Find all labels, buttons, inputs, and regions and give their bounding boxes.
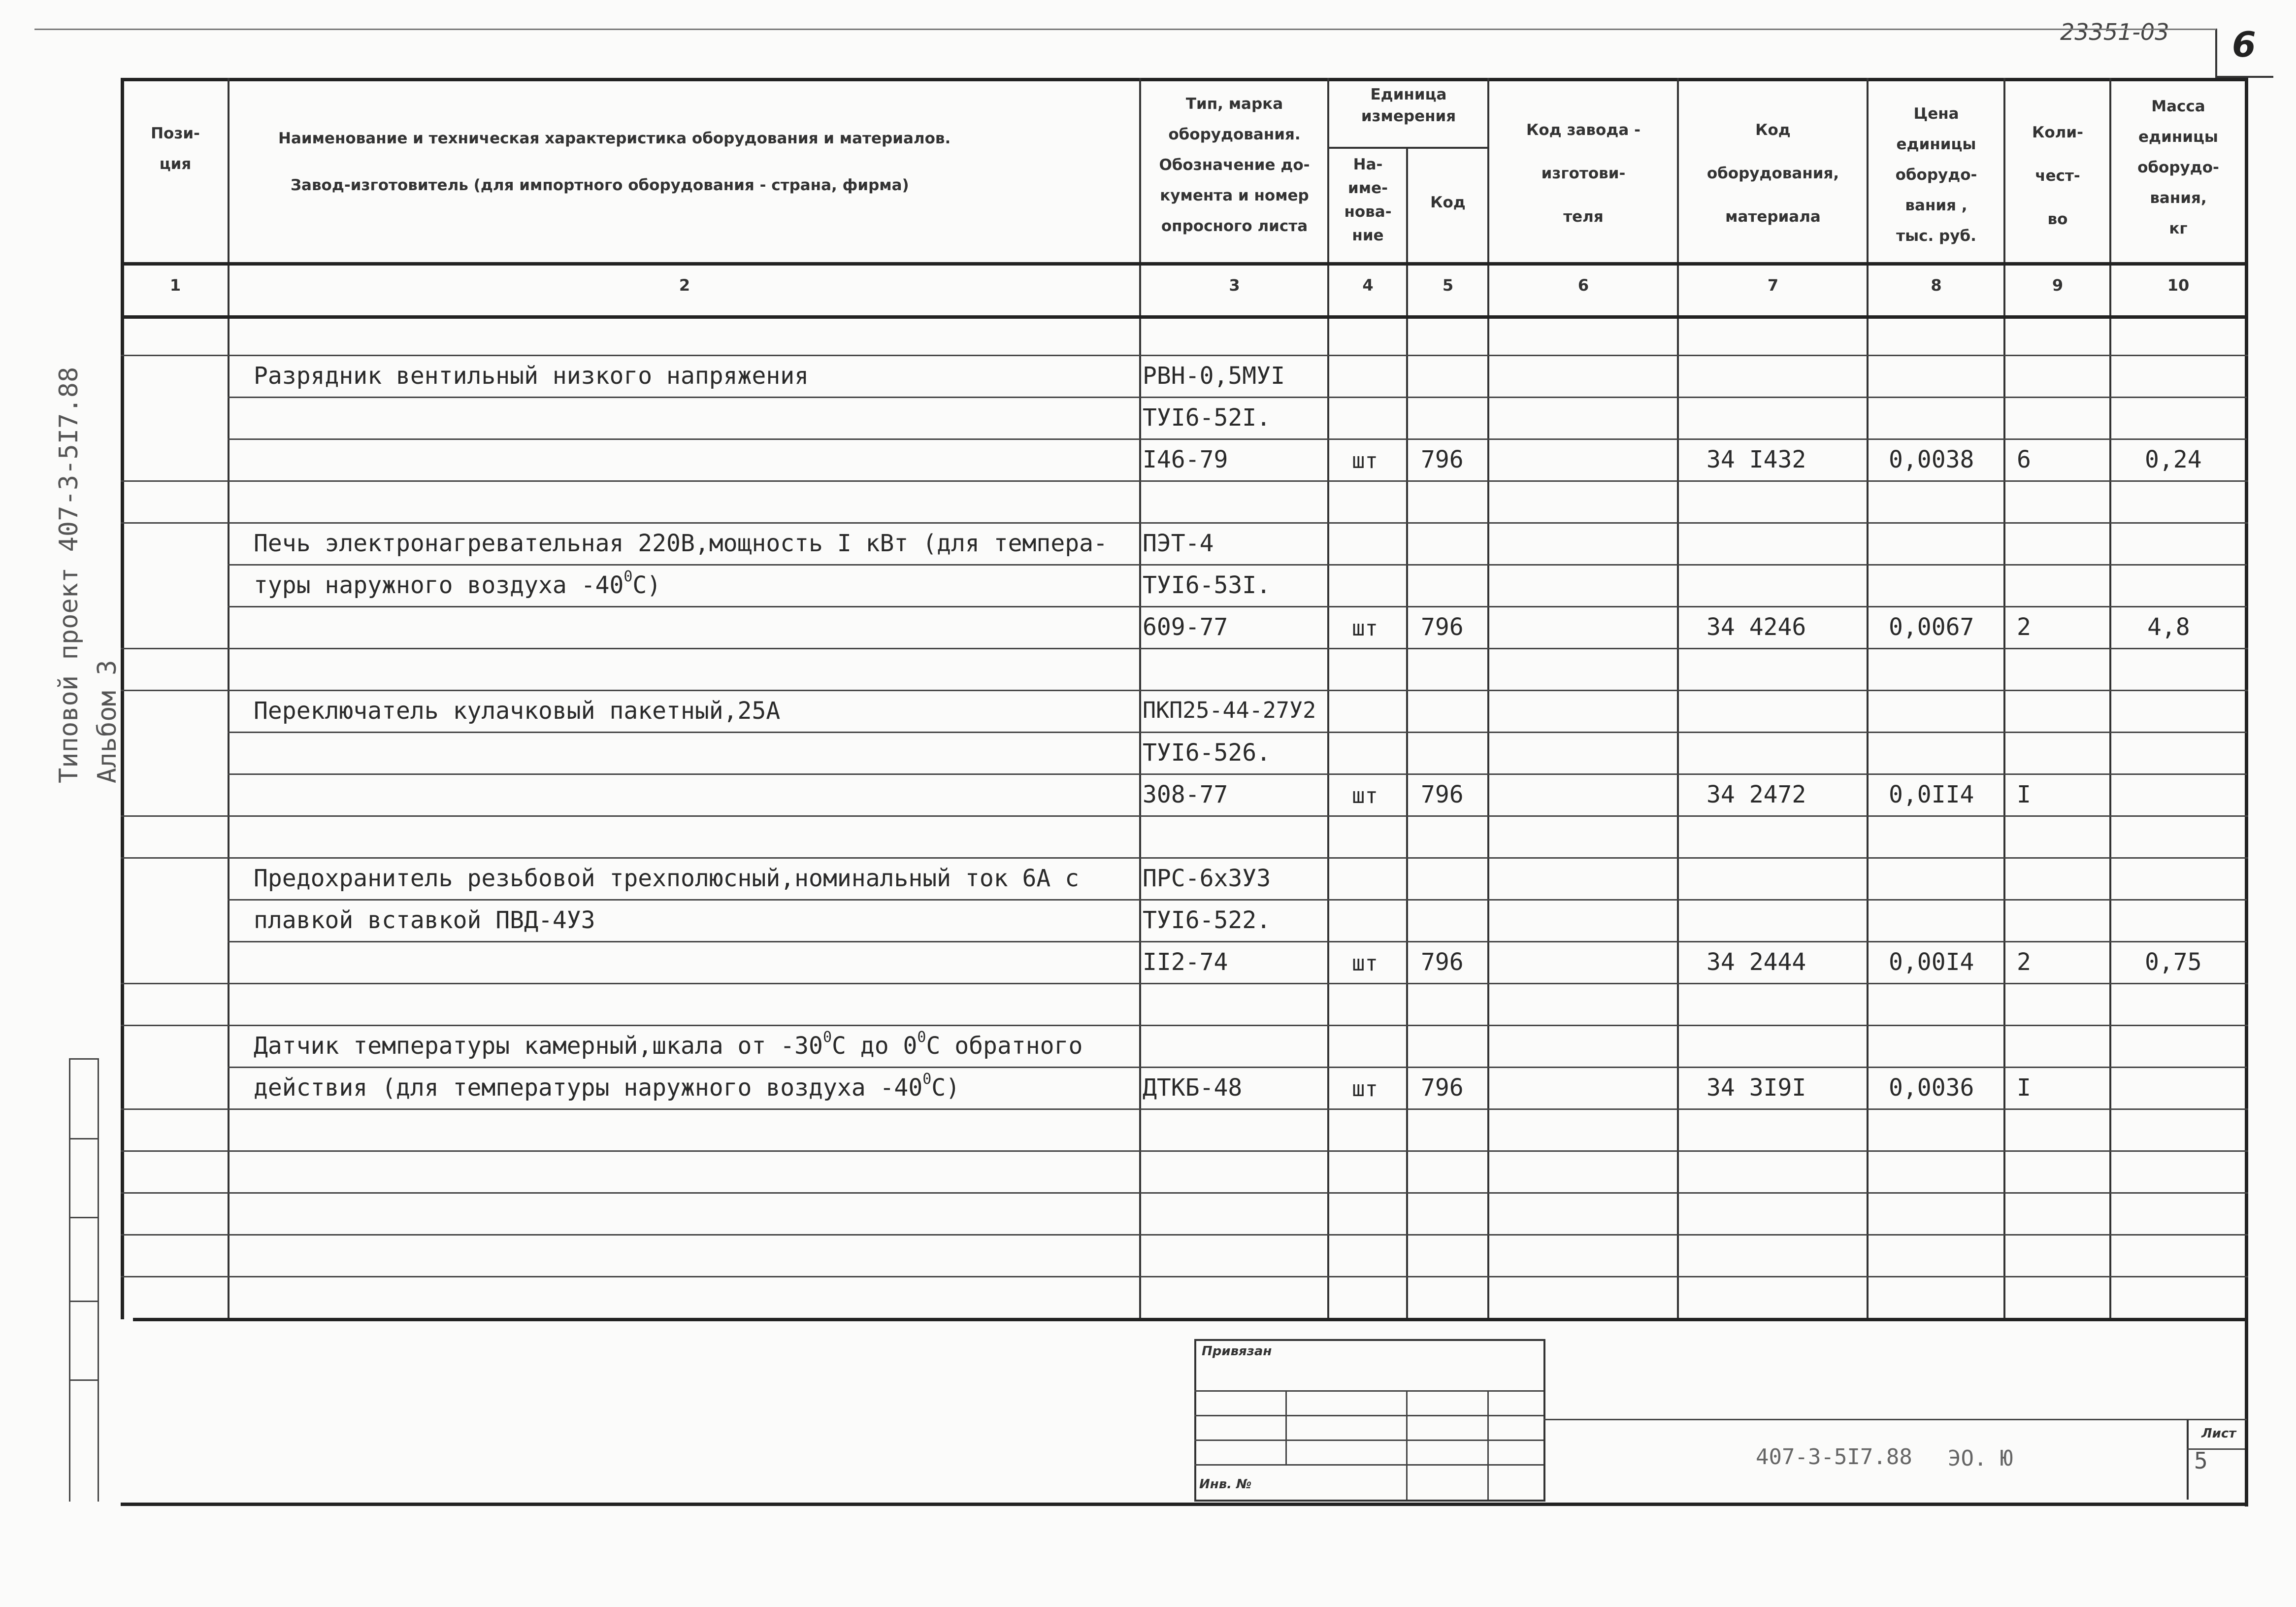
header-name-line1: Наименование и техническая характеристика оборудования и материалов. xyxy=(278,130,951,147)
item-quantity: I xyxy=(2017,781,2031,808)
header-quantity: Коли- чест- во xyxy=(2032,124,2083,228)
header-unit-code: Код xyxy=(1430,194,1466,211)
item-type: II2-74 xyxy=(1143,948,1228,976)
item-unit-code: 796 xyxy=(1421,1074,1464,1102)
binding-strip-left xyxy=(69,1058,70,1502)
header-factory-code: Код завода - изготови- теля xyxy=(1526,121,1640,226)
sheet-label: Лист xyxy=(2201,1426,2236,1441)
item-price: 0,00I4 xyxy=(1889,948,1974,976)
frame-top-line xyxy=(34,29,2216,30)
sheet-bottom-border xyxy=(121,1503,2248,1506)
header-bottom-line xyxy=(121,262,2248,266)
binding-strip-right xyxy=(98,1058,99,1502)
header-position: Пози- ция xyxy=(151,125,200,173)
col-number-2: 2 xyxy=(679,276,690,295)
item-price: 0,0067 xyxy=(1889,613,1974,641)
row-line xyxy=(121,1276,2248,1277)
col-number-4: 4 xyxy=(1362,276,1374,295)
row-line xyxy=(121,1150,2248,1152)
item-name: Печь электронагревательная 220В,мощность I кВт (для темпера- xyxy=(254,530,1108,557)
item-unit-code: 796 xyxy=(1421,613,1464,641)
item-price: 0,0038 xyxy=(1889,446,1974,473)
item-unit: шт xyxy=(1352,616,1378,641)
binding-strip-line xyxy=(69,1379,98,1381)
item-quantity: I xyxy=(2017,1074,2031,1102)
item-name-continued: плавкой вставкой ПВД-4УЗ xyxy=(254,906,595,934)
item-unit-code: 796 xyxy=(1421,781,1464,808)
row-line xyxy=(121,983,2248,984)
title-block-line xyxy=(1543,1419,2247,1420)
row-line xyxy=(121,690,2248,691)
document-number: 23351-03 xyxy=(2060,19,2169,45)
row-line xyxy=(121,815,2248,817)
item-type: ТУI6-53I. xyxy=(1143,571,1271,599)
table-right-border xyxy=(2245,78,2248,1507)
col-number-10: 10 xyxy=(2167,276,2190,295)
item-equipment-code: 34 2472 xyxy=(1706,781,1806,808)
item-unit: шт xyxy=(1352,448,1378,473)
item-name: Разрядник вентильный низкого напряжения xyxy=(254,362,809,390)
footer-document-code: 407-3-5I7.88 xyxy=(1756,1444,1912,1470)
inventory-number-label: Инв. № xyxy=(1199,1477,1252,1492)
item-type: ПРС-6хЗУЗ xyxy=(1143,865,1271,892)
binding-strip-line xyxy=(69,1217,98,1218)
row-line xyxy=(228,732,2247,733)
header-price: Цена единицы оборудо- вания , тыс. руб. xyxy=(1895,105,1977,245)
side-project-label: Типовой проект 407-3-5I7.88 xyxy=(54,367,84,783)
item-type: I46-79 xyxy=(1143,446,1228,473)
table-top-border xyxy=(121,78,2248,81)
unit-group-divider xyxy=(1327,147,1487,149)
item-equipment-code: 34 I432 xyxy=(1706,446,1806,473)
sheet-number: 5 xyxy=(2194,1447,2208,1474)
header-type: Тип, марка оборудования. Обозначение до- кумента и номер опросного листа xyxy=(1159,95,1310,235)
table-bottom-border xyxy=(133,1318,2248,1321)
item-type: ДТКБ-48 xyxy=(1143,1074,1243,1102)
col-number-3: 3 xyxy=(1229,276,1240,295)
stamp-line xyxy=(1194,1390,1543,1392)
col-number-7: 7 xyxy=(1767,276,1779,295)
item-price: 0,0036 xyxy=(1889,1074,1974,1102)
col-number-8: 8 xyxy=(1931,276,1942,295)
row-line xyxy=(228,606,2247,607)
page-number: 6 xyxy=(2232,25,2256,65)
item-unit: шт xyxy=(1352,951,1378,976)
stamp-col xyxy=(1406,1390,1408,1500)
row-line xyxy=(228,397,2247,398)
row-line xyxy=(228,773,2247,775)
item-name: Датчик температуры камерный,шкала от $-30^0С$ до $0^0С$ обратного xyxy=(254,1029,1083,1060)
stamp-line xyxy=(1194,1440,1543,1441)
item-type: ТУI6-52I. xyxy=(1143,404,1271,432)
item-mass: 4,8 xyxy=(2147,613,2190,641)
item-type: 308-77 xyxy=(1143,781,1228,808)
item-name: Предохранитель резьбовой трехполюсный,номинальный ток 6А с xyxy=(254,865,1080,892)
item-equipment-code: 34 3I9I xyxy=(1706,1074,1806,1102)
row-line xyxy=(121,522,2248,524)
col-number-1: 1 xyxy=(169,276,181,295)
item-price: 0,0II4 xyxy=(1889,781,1974,808)
item-type: ПКП25-44-27У2 xyxy=(1143,697,1316,723)
item-name-continued: действия (для температуры наружного воздуха $-40^0С$) xyxy=(254,1071,960,1102)
item-type: ТУI6-522. xyxy=(1143,906,1271,934)
item-unit-code: 796 xyxy=(1421,446,1464,473)
row-line xyxy=(228,564,2247,566)
attachment-stamp-label: Привязан xyxy=(1202,1344,1272,1359)
col-number-5: 5 xyxy=(1442,276,1454,295)
stamp-line xyxy=(1194,1415,1543,1416)
item-quantity: 2 xyxy=(2017,613,2031,641)
row-line xyxy=(121,355,2248,356)
item-name: Переключатель кулачковый пакетный,25А xyxy=(254,697,781,725)
item-type: ТУI6-526. xyxy=(1143,739,1271,767)
item-mass: 0,75 xyxy=(2145,948,2202,976)
row-line xyxy=(228,899,2247,901)
page-number-box-left xyxy=(2215,29,2217,78)
row-line xyxy=(121,1192,2248,1194)
col-number-6: 6 xyxy=(1577,276,1589,295)
row-line xyxy=(121,1025,2248,1026)
row-line xyxy=(228,438,2247,440)
item-type: ПЭТ-4 xyxy=(1143,530,1214,557)
row-line xyxy=(228,941,2247,942)
header-unit-name: На- име- нова- ние xyxy=(1344,156,1392,244)
item-unit: шт xyxy=(1352,1076,1378,1102)
row-line xyxy=(121,648,2248,649)
item-mass: 0,24 xyxy=(2145,446,2202,473)
item-type: РВН-0,5МУI xyxy=(1143,362,1285,390)
stamp-col xyxy=(1285,1390,1287,1464)
row-line xyxy=(121,1108,2248,1110)
footer-section: ЭО. Ю xyxy=(1948,1446,2013,1471)
row-line xyxy=(121,857,2248,859)
col-number-9: 9 xyxy=(2052,276,2064,295)
item-unit: шт xyxy=(1352,783,1378,808)
header-unit-group: Единица измерения xyxy=(1361,86,1456,125)
binding-strip-line xyxy=(69,1301,98,1302)
header-equipment-code: Код оборудования, материала xyxy=(1706,121,1839,226)
stamp-line xyxy=(1194,1464,1543,1466)
item-unit-code: 796 xyxy=(1421,948,1464,976)
header-name-line2: Завод-изготовитель (для импортного оборудования - страна, фирма) xyxy=(291,176,909,194)
item-type: 609-77 xyxy=(1143,613,1228,641)
binding-strip-line xyxy=(69,1138,98,1139)
item-name-continued: туры наружного воздуха $-40^0С$) xyxy=(254,568,661,599)
row-line xyxy=(228,1067,2247,1068)
binding-strip-line xyxy=(69,1058,98,1060)
item-quantity: 2 xyxy=(2017,948,2031,976)
row-line xyxy=(121,1234,2248,1236)
row-line xyxy=(121,480,2248,482)
item-equipment-code: 34 4246 xyxy=(1706,613,1806,641)
item-equipment-code: 34 2444 xyxy=(1706,948,1806,976)
item-quantity: 6 xyxy=(2017,446,2031,473)
number-row-bottom-line xyxy=(121,315,2248,319)
side-album-label: Альбом 3 xyxy=(93,660,122,783)
stamp-col xyxy=(1487,1390,1489,1500)
header-mass: Масса единицы оборудо- вания, кг xyxy=(2137,98,2219,237)
